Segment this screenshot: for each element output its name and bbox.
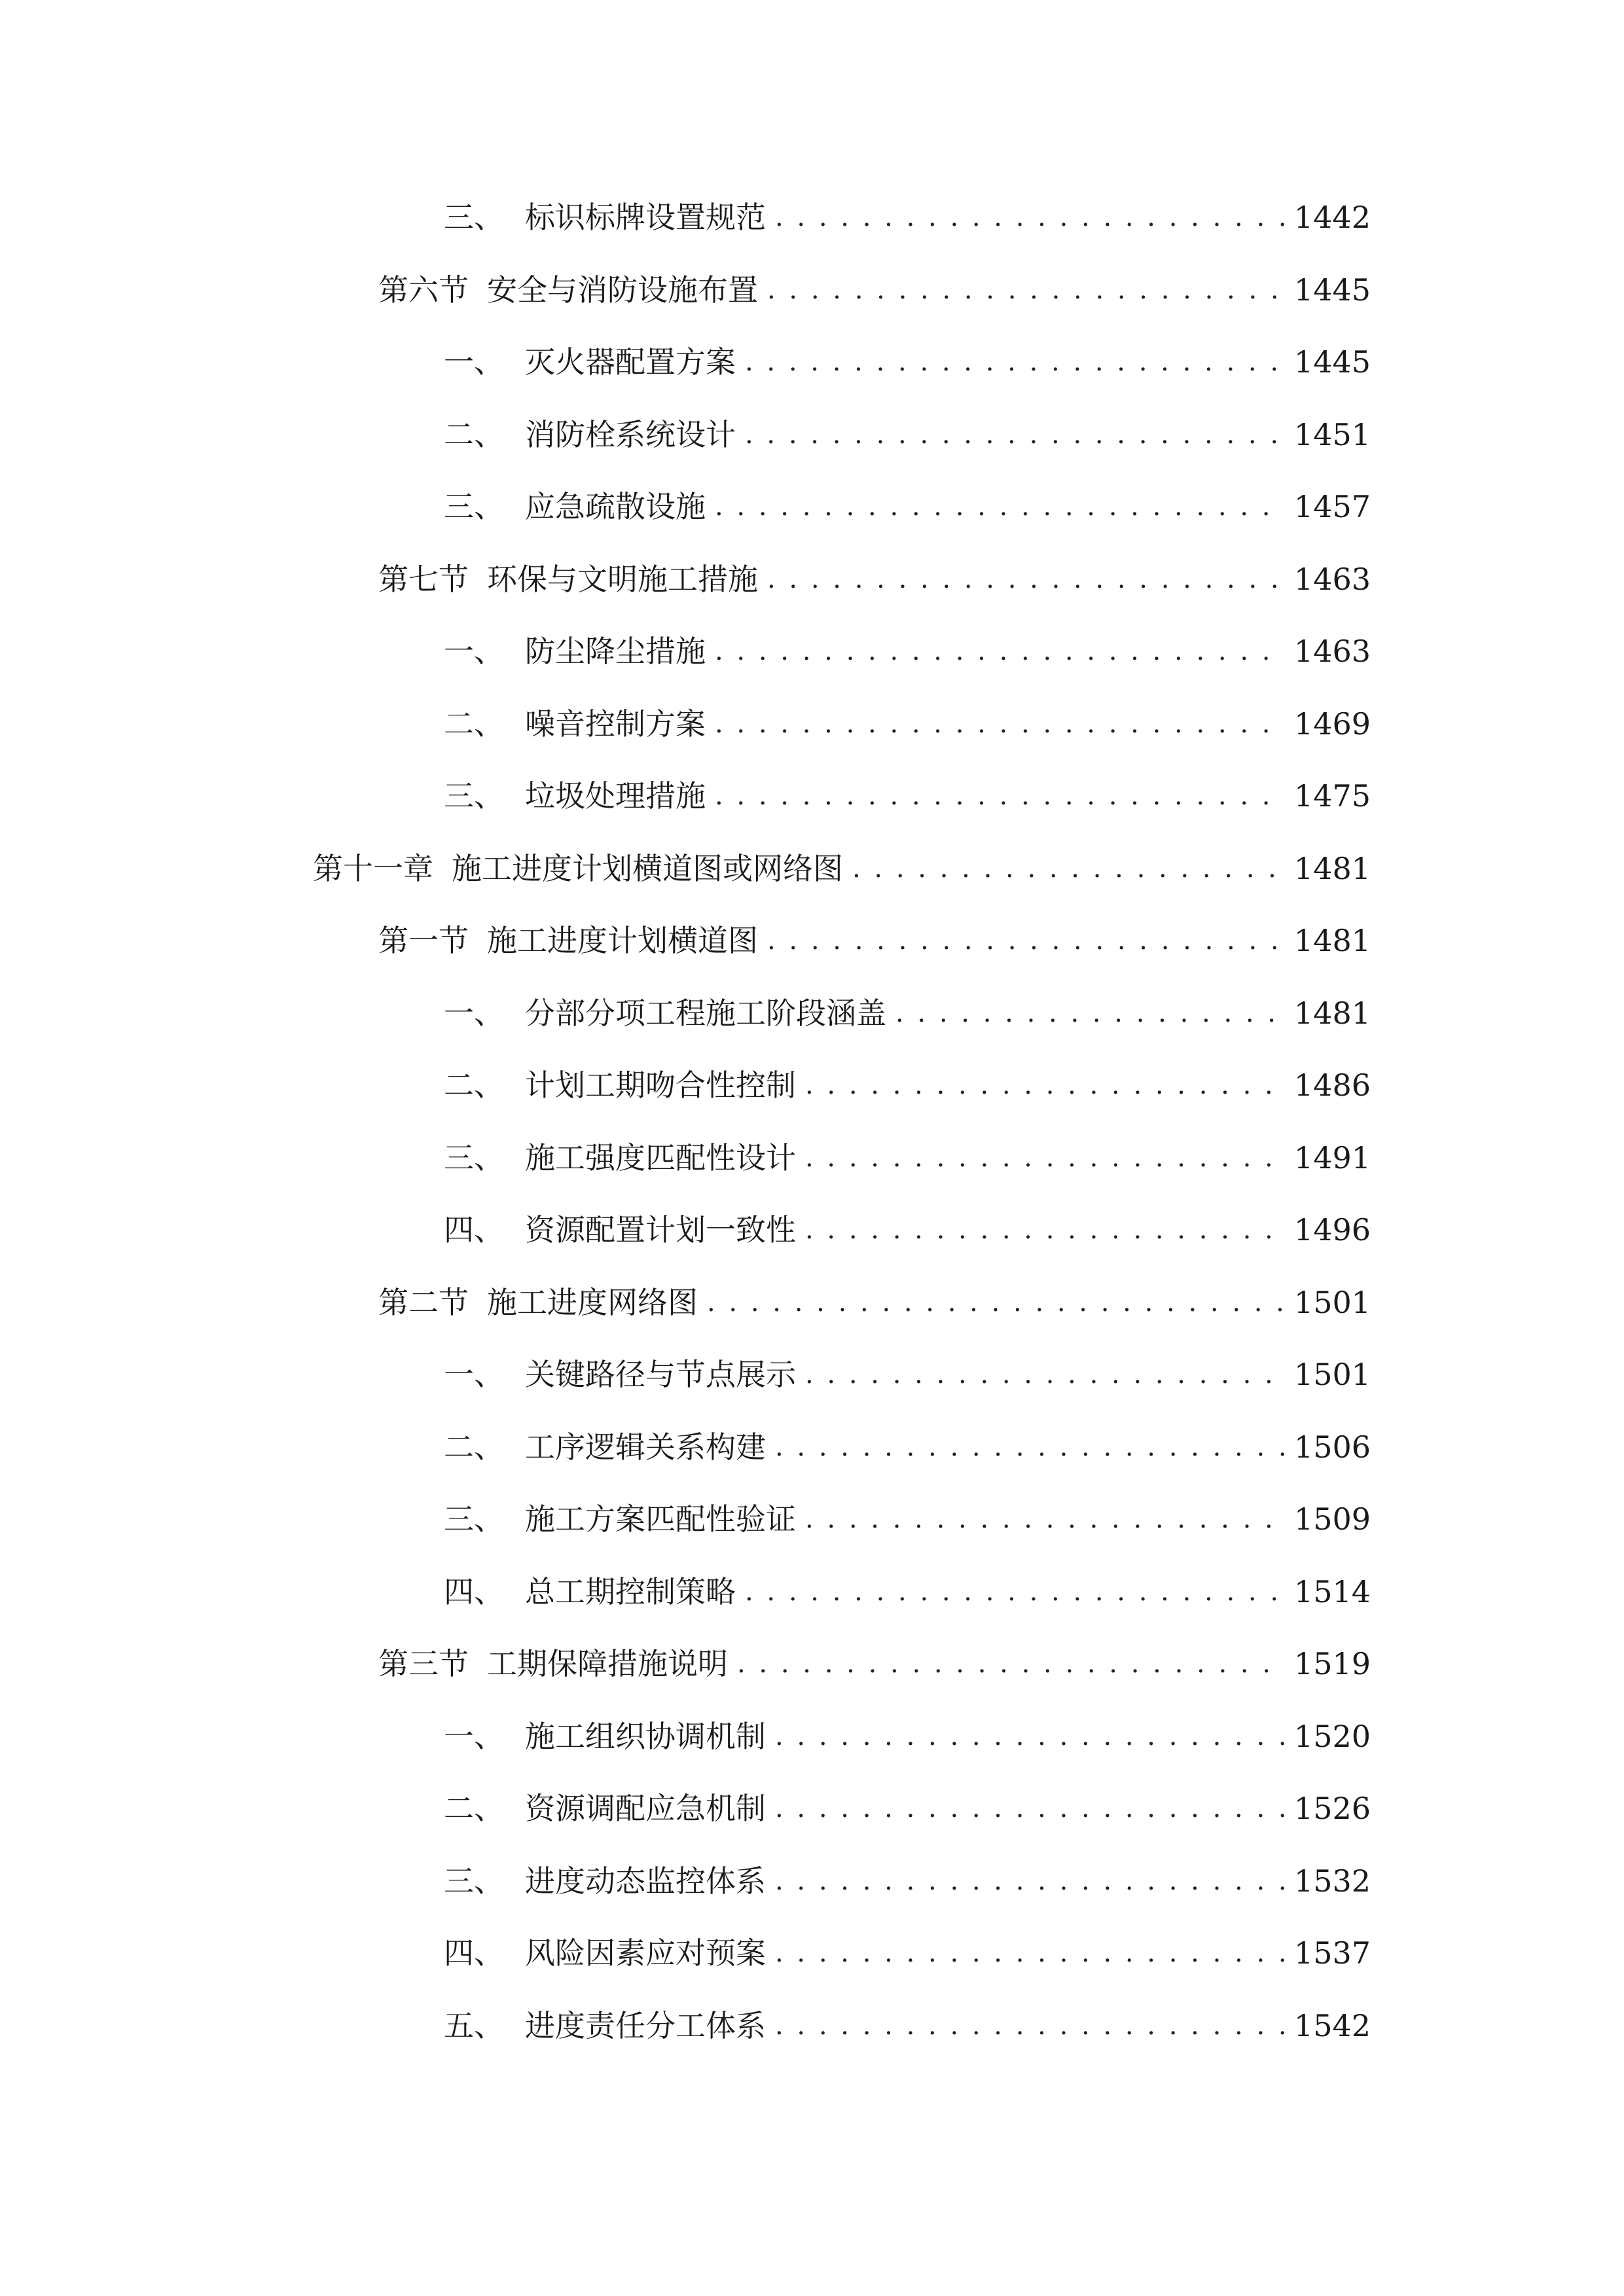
toc-dot-leader: [775, 1713, 1285, 1760]
toc-entry-section: 第十一章: [313, 850, 433, 886]
toc-entry-title: 施工进度计划横道图: [487, 923, 758, 958]
toc-entry-title: 防尘降尘措施: [525, 634, 706, 669]
toc-entry-page-number: 1519: [1293, 1646, 1371, 1681]
toc-entry-number: 一、: [444, 1357, 504, 1392]
toc-entry-title: 总工期控制策略: [525, 1573, 736, 1609]
toc-entry-title: 应急疏散设施: [525, 489, 706, 524]
toc-entry-page-number: 1442: [1293, 200, 1371, 235]
toc-entry-title: 分部分项工程施工阶段涵盖: [525, 995, 886, 1031]
toc-entry[interactable]: [444, 338, 1371, 386]
toc-dot-leader: [805, 1206, 1285, 1253]
toc-entry-title: 灭火器配置方案: [525, 344, 736, 380]
toc-entry-title: 工序逻辑关系构建: [525, 1429, 766, 1465]
toc-entry-title: 施工强度匹配性设计: [525, 1139, 796, 1175]
toc-entry-section: 第七节: [378, 561, 469, 597]
toc-dot-leader: [715, 700, 1285, 747]
toc-entry-title: 计划工期吻合性控制: [525, 1067, 796, 1103]
toc-entry-page-number: 1463: [1293, 634, 1371, 669]
toc-entry-number: 一、: [444, 634, 504, 669]
toc-entry-title: 环保与文明施工措施: [487, 561, 758, 597]
toc-dot-leader: [805, 1134, 1285, 1181]
toc-entry-number: 五、: [444, 2007, 504, 2043]
toc-entry-number: 二、: [444, 416, 504, 452]
toc-entry[interactable]: [444, 1351, 1371, 1398]
toc-dot-leader: [767, 556, 1285, 603]
toc-entry-number: 四、: [444, 1573, 504, 1609]
toc-entry[interactable]: [444, 411, 1371, 458]
toc-dot-leader: [775, 194, 1285, 241]
toc-entry[interactable]: [444, 483, 1371, 530]
toc-entry-title: 施工进度计划横道图或网络图: [452, 850, 843, 886]
toc-entry[interactable]: [444, 1568, 1371, 1615]
toc-entry[interactable]: [444, 1713, 1371, 1760]
toc-entry-page-number: 1509: [1293, 1501, 1371, 1537]
toc-entry-page-number: 1457: [1293, 489, 1371, 524]
toc-entry-page-number: 1496: [1293, 1212, 1371, 1247]
toc-entry-title: 进度责任分工体系: [525, 2007, 766, 2043]
toc-entry-title: 施工方案匹配性验证: [525, 1501, 796, 1537]
toc-entry-number: 四、: [444, 1212, 504, 1247]
toc-dot-leader: [775, 1929, 1285, 1977]
toc-dot-leader: [737, 1640, 1285, 1687]
toc-entry-number: 三、: [444, 778, 504, 814]
toc-entry-number: 三、: [444, 1501, 504, 1537]
toc-dot-leader: [852, 845, 1285, 892]
toc-dot-leader: [805, 1496, 1285, 1543]
toc-entry-page-number: 1481: [1293, 850, 1371, 886]
toc-entry-page-number: 1501: [1293, 1357, 1371, 1392]
toc-entry-page-number: 1469: [1293, 706, 1371, 742]
toc-dot-leader: [895, 990, 1285, 1037]
toc-entry-title: 噪音控制方案: [525, 706, 706, 742]
toc-entry[interactable]: [444, 1929, 1371, 1977]
toc-entry-page-number: 1475: [1293, 778, 1371, 814]
toc-entry-page-number: 1463: [1293, 561, 1371, 597]
toc-dot-leader: [715, 772, 1285, 819]
toc-dot-leader: [767, 266, 1285, 314]
toc-entry-page-number: 1506: [1293, 1429, 1371, 1465]
toc-entry-number: 三、: [444, 1863, 504, 1899]
toc-entry[interactable]: [378, 1279, 1371, 1326]
toc-entry-title: 风险因素应对预案: [525, 1935, 766, 1971]
toc-entry-number: 四、: [444, 1935, 504, 1971]
toc-entry-number: 一、: [444, 344, 504, 380]
toc-entry[interactable]: [444, 628, 1371, 675]
toc-entry-title: 资源配置计划一致性: [525, 1212, 796, 1247]
toc-entry-page-number: 1501: [1293, 1284, 1371, 1320]
toc-dot-leader: [775, 1857, 1285, 1905]
toc-entry-page-number: 1486: [1293, 1067, 1371, 1103]
toc-dot-leader: [715, 483, 1285, 530]
toc-entry-title: 垃圾处理措施: [525, 778, 706, 814]
toc-entry-number: 二、: [444, 706, 504, 742]
toc-dot-leader: [707, 1279, 1285, 1326]
toc-entry[interactable]: [444, 1206, 1371, 1253]
toc-dot-leader: [775, 1785, 1285, 1832]
toc-entry-page-number: 1445: [1293, 272, 1371, 308]
toc-entry[interactable]: [444, 990, 1371, 1037]
toc-entry-title: 进度动态监控体系: [525, 1863, 766, 1899]
toc-entry-section: 第六节: [378, 272, 469, 308]
toc-entry[interactable]: [378, 266, 1371, 314]
toc-entry-section: 第三节: [378, 1646, 469, 1681]
toc-entry-section: 第一节: [378, 923, 469, 958]
toc-entry-title: 安全与消防设施布置: [487, 272, 758, 308]
toc-entry-page-number: 1445: [1293, 344, 1371, 380]
toc-entry-title: 工期保障措施说明: [487, 1646, 728, 1681]
toc-dot-leader: [715, 628, 1285, 675]
toc-entry-number: 二、: [444, 1067, 504, 1103]
toc-entry-page-number: 1514: [1293, 1573, 1371, 1609]
toc-entry-title: 消防栓系统设计: [525, 416, 736, 452]
toc-entry[interactable]: [378, 1640, 1371, 1687]
toc-entry-page-number: 1542: [1293, 2007, 1371, 2043]
toc-entry-title: 施工进度网络图: [487, 1284, 698, 1320]
toc-dot-leader: [805, 1062, 1285, 1109]
toc-entry[interactable]: [444, 1062, 1371, 1109]
toc-entry[interactable]: [444, 1857, 1371, 1905]
toc-entry-page-number: 1481: [1293, 923, 1371, 958]
toc-entry[interactable]: [444, 772, 1371, 819]
toc-entry[interactable]: [444, 1424, 1371, 1471]
toc-entry[interactable]: [444, 194, 1371, 241]
toc-entry-number: 三、: [444, 1139, 504, 1175]
toc-dot-leader: [745, 338, 1285, 386]
toc-entry-number: 一、: [444, 995, 504, 1031]
toc-entry-number: 二、: [444, 1429, 504, 1465]
toc-dot-leader: [775, 2002, 1285, 2049]
toc-entry-page-number: 1491: [1293, 1139, 1371, 1175]
toc-entry-number: 三、: [444, 200, 504, 235]
toc-entry-number: 三、: [444, 489, 504, 524]
toc-entry[interactable]: [444, 1785, 1371, 1832]
toc-entry-title: 资源调配应急机制: [525, 1791, 766, 1826]
toc-dot-leader: [775, 1424, 1285, 1471]
toc-entry-page-number: 1520: [1293, 1718, 1371, 1754]
toc-dot-leader: [767, 917, 1285, 964]
toc-entry-title: 标识标牌设置规范: [525, 200, 766, 235]
toc-entry-page-number: 1532: [1293, 1863, 1371, 1899]
toc-entry-page-number: 1526: [1293, 1791, 1371, 1826]
toc-entry-title: 关键路径与节点展示: [525, 1357, 796, 1392]
toc-entry[interactable]: [444, 700, 1371, 747]
toc-entry-page-number: 1451: [1293, 416, 1371, 452]
toc-dot-leader: [805, 1351, 1285, 1398]
toc-entry[interactable]: [378, 917, 1371, 964]
toc-entry-number: 二、: [444, 1791, 504, 1826]
toc-entry-page-number: 1481: [1293, 995, 1371, 1031]
toc-entry[interactable]: [378, 556, 1371, 603]
toc-entry-section: 第二节: [378, 1284, 469, 1320]
toc-entry[interactable]: [444, 1134, 1371, 1181]
toc-entry-number: 一、: [444, 1718, 504, 1754]
toc-entry[interactable]: [313, 845, 1371, 892]
toc-dot-leader: [745, 1568, 1285, 1615]
toc-dot-leader: [745, 411, 1285, 458]
toc-entry-title: 施工组织协调机制: [525, 1718, 766, 1754]
toc-entry[interactable]: [444, 1496, 1371, 1543]
toc-entry[interactable]: [444, 2002, 1371, 2049]
toc-entry-page-number: 1537: [1293, 1935, 1371, 1971]
